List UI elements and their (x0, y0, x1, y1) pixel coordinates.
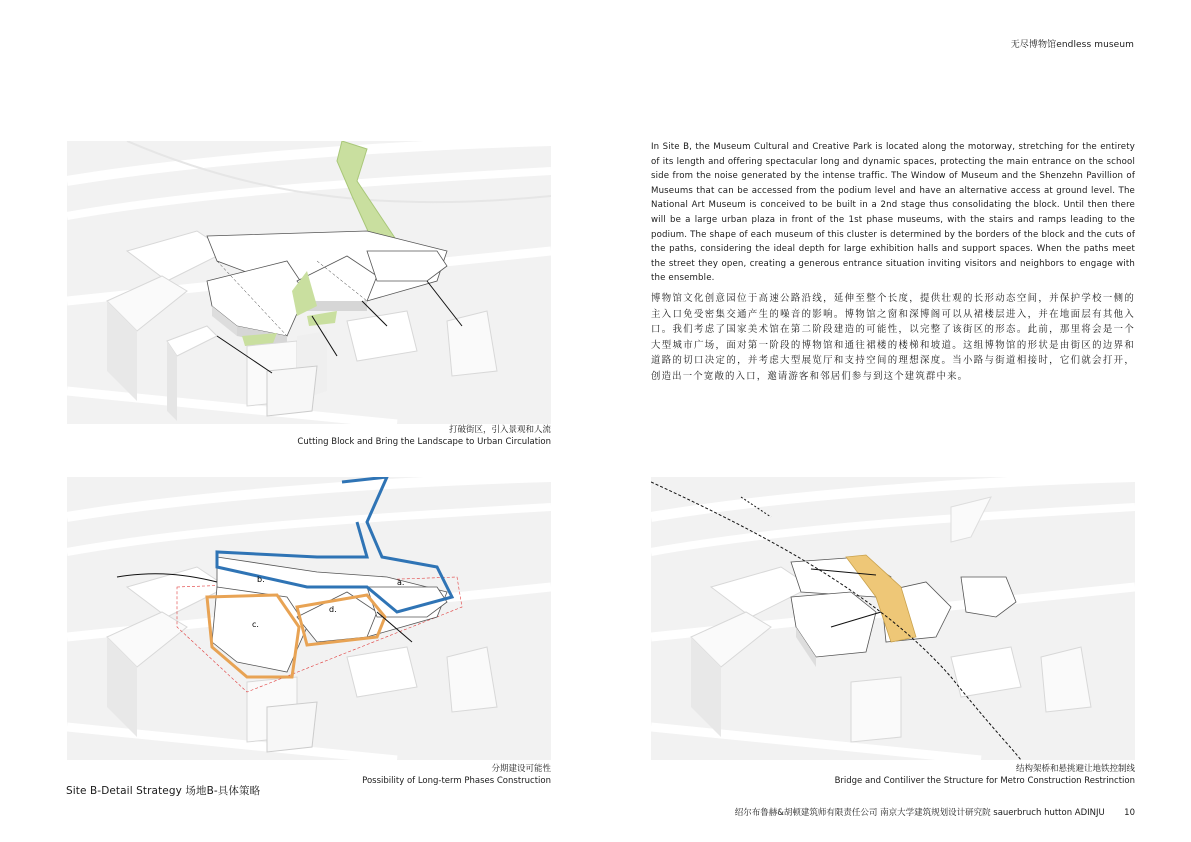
figure2-caption (362, 763, 551, 787)
figure1-caption-cn: 打破街区，引入景观和人流 (448, 425, 551, 435)
zone-label-b: b. (257, 575, 265, 584)
footer-credits: 绍尔布鲁赫&胡顿建筑师有限责任公司 南京大学建筑规划设计研究院 sauerbruch hutton ADINJU (734, 808, 1105, 818)
diagram-bridge-cantilever (651, 477, 1135, 760)
section-title: Site B-Detail Strategy 场地B-具体策略 (66, 785, 261, 797)
figure3-caption (835, 763, 1135, 787)
body-text-english: In Site B, the Museum Cultural and Creative Park is located along the motorway, stretching for the entirety of its length and offering spectacular long and dynamic spaces, protecting the main entrance on the school side from the noise generated by the intense traffic. The Window of Museum and the Shenzehn Pavillion of Museums that can be accessed from the podium level and have an alternative access at ground level. The National Art Museum is conceived to be built in a 2nd stage thus consolidating the block. Until then there will be a large urban plaza in front of the 1st phase museums, with the stairs and ramps leading to the podium. The shape of each museum of this cluster is determined by the borders of the block and the cuts of the paths, considering the ideal depth for large exhibition halls and support spaces. When the paths meet the street they open, creating a generous entrance situation inviting visitors and neighbors to engage with the ensemble. (651, 142, 1135, 284)
zone-label-a: a. (397, 578, 405, 587)
figure3-caption-en: Bridge and Contiliver the Structure for Metro Construction Restrinction (834, 776, 1135, 786)
axonometric-model-1 (67, 141, 551, 424)
axonometric-model-3 (651, 477, 1135, 760)
zone-label-d: d. (329, 605, 337, 614)
figure2-caption-cn: 分期建设可能性 (491, 764, 551, 774)
diagram-landscape-circulation (67, 141, 551, 424)
zone-label-c: c. (252, 620, 259, 629)
figure1-caption-en: Cutting Block and Bring the Landscape to Urban Circulation (297, 437, 551, 447)
page-number: 10 (1124, 808, 1135, 818)
figure2-caption-en: Possibility of Long-term Phases Construction (362, 776, 551, 786)
figure1-caption (297, 424, 551, 448)
footer (735, 806, 1135, 818)
body-text-chinese: 博物馆文化创意园位于高速公路沿线，延伸至整个长度，提供壮观的长形动态空间，并保护学校一侧的主入口免受密集交通产生的噪音的影响。博物馆之窗和深博阁可以从裙楼层进入，并在地面层有其他入口。我们考虑了国家美术馆在第二阶段建造的可能性，以完整了该街区的形态。此前，那里将会是一个大型城市广场，面对第一阶段的博物馆和通往裙楼的楼梯和坡道。这组博物馆的形状是由街区的边界和道路的切口决定的，并考虑大型展览厅和支持空间的理想深度。当小路与街道相接时，它们就会打开，创造出一个宽敞的入口，邀请游客和邻居们参与到这个建筑群中来。 (651, 293, 1135, 382)
diagram-phases-construction (67, 477, 551, 760)
axonometric-model-2 (67, 477, 551, 760)
figure3-caption-cn: 结构架桥和悬挑避让地铁控制线 (1015, 764, 1135, 774)
header-title: 无尽博物馆endless museum (1010, 40, 1134, 50)
